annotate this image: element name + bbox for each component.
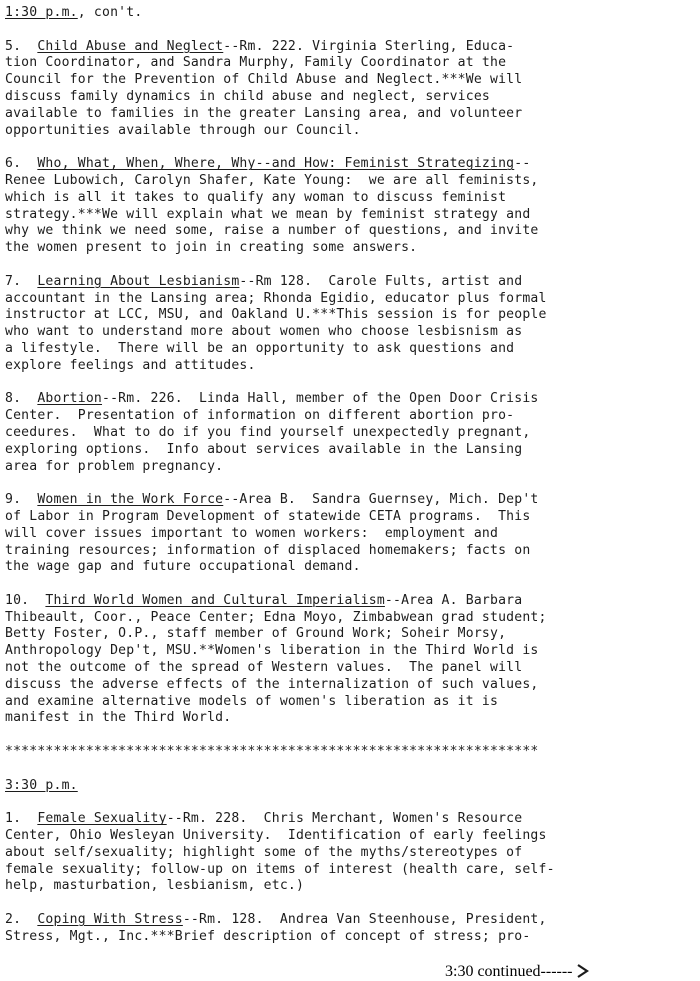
- session-line: [5, 408, 695, 425]
- session-text: will cover issues important to women workers: employment and: [5, 525, 499, 541]
- session-text: and examine alternative models of women's liberation as it is: [5, 693, 499, 709]
- session-number: 6.: [5, 156, 38, 172]
- session-line: [5, 39, 695, 56]
- session-line: [5, 845, 695, 862]
- session-line: [5, 459, 695, 476]
- session-line: [5, 425, 695, 442]
- session-text: --Rm 128. Carole Fults, artist and: [239, 273, 523, 289]
- session-text: which is all it takes to qualify any woman to discuss feminist: [5, 189, 507, 205]
- session-text: tion Coordinator, and Sandra Murphy, Family Coordinator at the: [5, 55, 507, 71]
- session-line: [5, 626, 695, 643]
- session-line: [5, 391, 695, 408]
- divider-line: ******************************************************************: [5, 744, 539, 760]
- session-text: female sexuality; follow-up on items of interest (health care, self-: [5, 861, 555, 877]
- session-line: [5, 223, 695, 240]
- session-title: Female Sexuality: [37, 811, 167, 827]
- session-title: Third World Women and Cultural Imperialism: [45, 592, 385, 608]
- session-text: --: [514, 156, 531, 172]
- session-item: [5, 156, 695, 257]
- session-text: --Area A. Barbara: [384, 592, 523, 608]
- session-line: [5, 610, 695, 627]
- session-title: Abortion: [37, 391, 103, 407]
- session-number: 10.: [5, 592, 46, 608]
- session-line: [5, 274, 695, 291]
- continued-text: 3:30 continued------: [445, 963, 573, 980]
- session-text: about self/sexuality; highlight some of the myths/stereotypes of: [5, 844, 523, 860]
- section-header-330: [5, 778, 695, 795]
- session-item: [5, 391, 695, 475]
- session-number: 8.: [5, 391, 38, 407]
- session-line: [5, 307, 695, 324]
- session-item: [5, 492, 695, 576]
- session-line: [5, 811, 695, 828]
- session-title: Learning About Lesbianism: [37, 273, 240, 289]
- session-title: Who, What, When, Where, Why--and How: Feminist Strategizing: [37, 156, 515, 172]
- session-text: exploring options. Info about services available in the Lansing: [5, 441, 523, 457]
- session-list-130: [5, 39, 695, 744]
- session-text: the wage gap and future occupational demand.: [5, 559, 361, 575]
- session-text: opportunities available through our Council.: [5, 122, 361, 138]
- session-text: the women present to join in creating some answers.: [5, 240, 418, 256]
- session-text: --Rm. 128. Andrea Van Steenhouse, President,: [182, 912, 547, 928]
- session-text: ceedures. What to do if you find yourself unexpectedly pregnant,: [5, 424, 531, 440]
- session-line: [5, 559, 695, 576]
- session-text: Center, Ohio Wesleyan University. Identification of early feelings: [5, 828, 547, 844]
- session-line: [5, 156, 695, 173]
- session-item: [5, 274, 695, 375]
- session-line: [5, 358, 695, 375]
- session-line: [5, 341, 695, 358]
- session-line: [5, 89, 695, 106]
- session-text: instructor at LCC, MSU, and Oakland U.***This session is for people: [5, 307, 547, 323]
- session-line: [5, 509, 695, 526]
- session-line: [5, 694, 695, 711]
- session-number: 5.: [5, 38, 38, 54]
- session-line: [5, 526, 695, 543]
- session-line: [5, 643, 695, 660]
- session-line: [5, 677, 695, 694]
- session-text: Anthropology Dep't, MSU.**Women's liberation in the Third World is: [5, 643, 539, 659]
- session-text: Stress, Mgt., Inc.***Brief description of concept of stress; pro-: [5, 928, 531, 944]
- session-item: [5, 811, 695, 895]
- section-time: 3:30 p.m.: [5, 777, 78, 793]
- session-item: [5, 593, 695, 727]
- session-line: [5, 593, 695, 610]
- session-number: 9.: [5, 492, 38, 508]
- session-text: --Rm. 226. Linda Hall, member of the Open Door Crisis: [102, 391, 539, 407]
- session-line: [5, 660, 695, 677]
- session-text: strategy.***We will explain what we mean by feminist strategy and: [5, 206, 531, 222]
- session-text: why we think we need some, raise a number of questions, and invite: [5, 223, 539, 239]
- document-page: [5, 5, 695, 962]
- session-line: [5, 862, 695, 879]
- session-text: explore feelings and attitudes.: [5, 357, 256, 373]
- session-line: [5, 207, 695, 224]
- session-text: accountant in the Lansing area; Rhonda Egidio, educator plus formal: [5, 290, 547, 306]
- session-list-330: [5, 811, 695, 962]
- session-line: [5, 173, 695, 190]
- session-text: help, masturbation, lesbianism, etc.): [5, 878, 305, 894]
- session-text: Thibeault, Coor., Peace Center; Edna Moyo, Zimbabwean grad student;: [5, 609, 547, 625]
- session-text: Council for the Prevention of Child Abuse and Neglect.***We will: [5, 72, 523, 88]
- session-line: [5, 72, 695, 89]
- session-line: [5, 710, 695, 727]
- session-text: manifest in the Third World.: [5, 710, 232, 726]
- session-line: [5, 492, 695, 509]
- section-header-130: [5, 5, 695, 22]
- session-text: area for problem pregnancy.: [5, 458, 224, 474]
- session-title: Coping With Stress: [37, 912, 183, 928]
- session-line: [5, 123, 695, 140]
- session-text: Betty Foster, O.P., staff member of Ground Work; Soheir Morsy,: [5, 626, 507, 642]
- session-line: [5, 543, 695, 560]
- session-line: [5, 324, 695, 341]
- session-text: training resources; information of displaced homemakers; facts on: [5, 542, 531, 558]
- session-text: --Area B. Sandra Guernsey, Mich. Dep't: [223, 492, 539, 508]
- session-line: [5, 240, 695, 257]
- section-time: 1:30 p.m.: [5, 5, 78, 20]
- session-line: [5, 929, 695, 946]
- session-title: Child Abuse and Neglect: [37, 38, 224, 54]
- session-text: a lifestyle. There will be an opportunity to ask questions and: [5, 340, 515, 356]
- session-line: [5, 190, 695, 207]
- session-text: available to families in the greater Lansing area, and volunteer: [5, 105, 523, 121]
- session-item: [5, 912, 695, 946]
- arrow-right-icon: [575, 964, 589, 978]
- session-text: --Rm. 222. Virginia Sterling, Educa-: [223, 38, 515, 54]
- session-line: [5, 828, 695, 845]
- session-line: [5, 291, 695, 308]
- session-text: Center. Presentation of information on different abortion pro-: [5, 408, 515, 424]
- session-text: not the outcome of the spread of Western values. The panel will: [5, 660, 523, 676]
- continued-note: [445, 962, 589, 981]
- session-line: [5, 55, 695, 72]
- session-number: 1.: [5, 811, 38, 827]
- session-text: discuss family dynamics in child abuse and neglect, services: [5, 88, 490, 104]
- session-line: [5, 912, 695, 929]
- session-line: [5, 442, 695, 459]
- session-title: Women in the Work Force: [37, 492, 224, 508]
- session-text: Renee Lubowich, Carolyn Shafer, Kate Young: we are all feminists,: [5, 172, 539, 188]
- session-text: of Labor in Program Development of statewide CETA programs. This: [5, 508, 531, 524]
- session-number: 2.: [5, 912, 38, 928]
- session-text: --Rm. 228. Chris Merchant, Women's Resource: [166, 811, 523, 827]
- section-suffix: , con't.: [77, 5, 143, 20]
- session-item: [5, 39, 695, 140]
- session-number: 7.: [5, 273, 38, 289]
- session-text: who want to understand more about women who choose lesbisnism as: [5, 324, 523, 340]
- session-line: [5, 878, 695, 895]
- session-text: discuss the adverse effects of the internalization of such values,: [5, 676, 539, 692]
- session-line: [5, 106, 695, 123]
